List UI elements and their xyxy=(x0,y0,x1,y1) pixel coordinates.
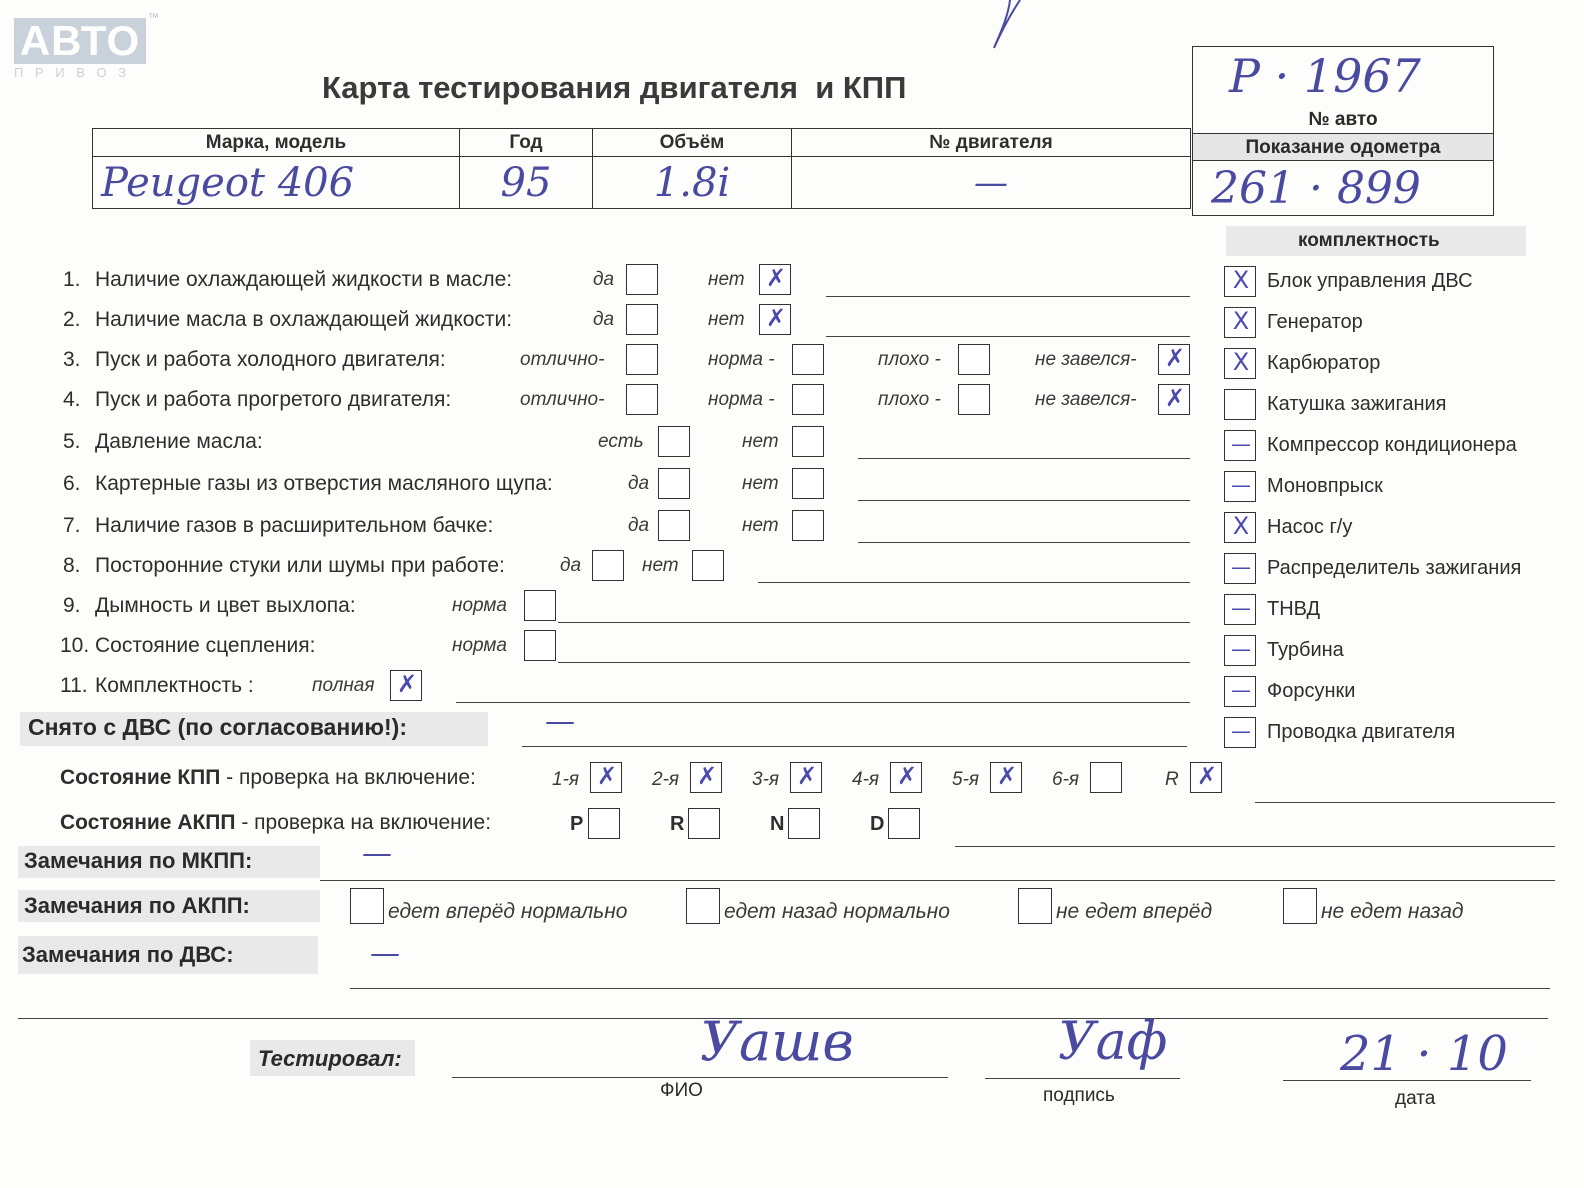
option-checkbox[interactable] xyxy=(658,426,690,457)
item-question: Комплектность : xyxy=(95,674,254,697)
item-number: 10. xyxy=(60,634,90,657)
check-mark-icon: X xyxy=(1232,512,1250,540)
item-question: Давление масла: xyxy=(95,430,263,453)
check-mark-icon: — xyxy=(1231,555,1251,579)
completeness-label: Блок управления ДВС xyxy=(1267,270,1473,292)
fio-value[interactable]: Уашв xyxy=(700,1010,854,1073)
option-label: норма xyxy=(452,595,507,616)
option-checkbox[interactable] xyxy=(524,590,556,621)
option-label: да xyxy=(628,473,650,494)
gear-label: R xyxy=(1165,769,1179,790)
akpp-gear-checkbox[interactable] xyxy=(588,808,620,839)
page-title: Карта тестирования двигателя и КПП xyxy=(322,70,907,105)
completeness-checkbox[interactable] xyxy=(1224,717,1256,748)
option-checkbox[interactable] xyxy=(626,304,658,335)
item-number: 3. xyxy=(63,348,81,371)
item-number: 9. xyxy=(63,594,81,617)
item-question: Наличие охлаждающей жидкости в масле: xyxy=(95,268,513,291)
option-checkbox[interactable] xyxy=(390,670,422,701)
completeness-checkbox[interactable] xyxy=(1224,430,1256,461)
column-header-model: Марка, модель xyxy=(93,129,460,157)
item-number: 5. xyxy=(63,430,81,453)
completeness-label: Распределитель зажигания xyxy=(1267,557,1522,579)
remarks-mkpp-value[interactable]: — xyxy=(362,836,392,871)
check-mark-icon: — xyxy=(1231,637,1251,661)
remarks-mkpp-line xyxy=(320,880,1555,881)
gear-label: 4-я xyxy=(852,769,880,790)
akpp-line xyxy=(955,846,1555,847)
answer-line xyxy=(858,458,1190,459)
check-mark-icon: X xyxy=(1232,348,1250,376)
completeness-checkbox[interactable] xyxy=(1224,307,1256,338)
option-checkbox[interactable] xyxy=(592,550,624,581)
completeness-title: комплектность xyxy=(1298,230,1440,251)
gear-checkbox[interactable] xyxy=(590,762,622,793)
option-checkbox[interactable] xyxy=(792,426,824,457)
option-checkbox[interactable] xyxy=(626,264,658,295)
option-checkbox[interactable] xyxy=(958,344,990,375)
check-mark-icon: ✗ xyxy=(1164,384,1186,412)
item-number: 11. xyxy=(60,674,88,697)
remarks-dvs-label: Замечания по ДВС: xyxy=(22,942,234,967)
volume-cell[interactable]: 1.8i xyxy=(593,157,792,209)
check-mark-icon: X xyxy=(1232,266,1250,294)
gear-label: 6-я xyxy=(1052,769,1080,790)
akpp-gear-checkbox[interactable] xyxy=(888,808,920,839)
gear-label: 5-я xyxy=(952,769,980,790)
column-header-year: Год xyxy=(460,129,593,157)
answer-line xyxy=(858,500,1190,501)
answer-line xyxy=(826,296,1190,297)
option-label: отлично- xyxy=(520,389,605,410)
date-value[interactable]: 21 · 10 xyxy=(1340,1026,1508,1082)
year-cell[interactable]: 95 xyxy=(460,157,593,209)
option-label: плохо - xyxy=(878,349,941,370)
completeness-label: Катушка зажигания xyxy=(1267,393,1447,415)
akpp-remark-label: едет вперёд нормально xyxy=(388,900,628,923)
option-checkbox[interactable] xyxy=(958,384,990,415)
item-number: 6. xyxy=(63,472,81,495)
column-header-engine-no: № двигателя xyxy=(792,129,1191,157)
akpp-label-bold: Состояние АКПП xyxy=(60,811,236,834)
option-checkbox[interactable] xyxy=(792,344,824,375)
akpp-gear-checkbox[interactable] xyxy=(788,808,820,839)
logo xyxy=(14,12,159,80)
kpp-label-rest: - проверка на включение: xyxy=(220,766,476,789)
option-label: нет xyxy=(708,269,745,290)
completeness-checkbox[interactable] xyxy=(1224,635,1256,666)
check-mark-icon: — xyxy=(1231,596,1251,620)
item-number: 4. xyxy=(63,388,81,411)
completeness-label: Карбюратор xyxy=(1267,352,1381,374)
option-checkbox[interactable] xyxy=(792,468,824,499)
completeness-checkbox[interactable] xyxy=(1224,594,1256,625)
option-label: норма - xyxy=(708,389,775,410)
answer-line xyxy=(558,622,1190,623)
gear-label: 1-я xyxy=(552,769,580,790)
akpp-gear-label: N xyxy=(770,813,785,835)
completeness-checkbox[interactable] xyxy=(1224,266,1256,297)
gear-checkbox[interactable] xyxy=(890,762,922,793)
signature-line xyxy=(985,1078,1180,1079)
akpp-remark-checkbox[interactable] xyxy=(1283,888,1317,924)
option-checkbox[interactable] xyxy=(1158,384,1190,415)
akpp-gear-label: D xyxy=(870,813,885,835)
check-mark-icon: ✗ xyxy=(765,304,787,332)
completeness-label: ТНВД xyxy=(1267,598,1321,620)
option-checkbox[interactable] xyxy=(524,630,556,661)
gear-label: 2-я xyxy=(652,769,680,790)
odometer-value: 261 · 899 xyxy=(1211,163,1421,214)
answer-line xyxy=(558,662,1190,663)
item-question: Наличие масла в охлаждающей жидкости: xyxy=(95,308,513,331)
option-label: норма xyxy=(452,635,507,656)
option-label: да xyxy=(593,309,615,330)
option-label: плохо - xyxy=(878,389,941,410)
completeness-checkbox[interactable] xyxy=(1224,676,1256,707)
check-mark-icon: X xyxy=(1232,307,1250,335)
gear-label: 3-я xyxy=(752,769,780,790)
completeness-checkbox[interactable] xyxy=(1224,553,1256,584)
pen-stroke-decoration xyxy=(980,0,1040,55)
akpp-remark-label: едет назад нормально xyxy=(724,900,950,923)
check-mark-icon: ✗ xyxy=(796,762,818,790)
check-mark-icon: ✗ xyxy=(1196,762,1218,790)
option-label: не завелся- xyxy=(1035,389,1137,410)
check-mark-icon: ✗ xyxy=(996,762,1018,790)
item-question: Наличие газов в расширительном бачке: xyxy=(95,514,494,537)
removed-line xyxy=(522,746,1187,747)
akpp-remark-checkbox[interactable] xyxy=(1018,888,1052,924)
gear-checkbox[interactable] xyxy=(690,762,722,793)
removed-value[interactable]: — xyxy=(545,704,575,739)
option-checkbox[interactable] xyxy=(792,510,824,541)
fio-label: ФИО xyxy=(660,1080,703,1101)
check-mark-icon: — xyxy=(1231,719,1251,743)
completeness-label: Насос г/у xyxy=(1267,516,1353,538)
option-label: нет xyxy=(708,309,745,330)
option-checkbox[interactable] xyxy=(658,510,690,541)
gear-checkbox[interactable] xyxy=(1090,762,1122,793)
item-question: Дымность и цвет выхлопа: xyxy=(95,594,356,617)
item-question: Картерные газы из отверстия масляного щупа: xyxy=(95,472,553,495)
completeness-label: Турбина xyxy=(1267,639,1344,661)
check-mark-icon: ✗ xyxy=(596,762,618,790)
remarks-akpp-label: Замечания по АКПП: xyxy=(24,893,250,918)
completeness-checkbox[interactable] xyxy=(1224,512,1256,543)
check-mark-icon: ✗ xyxy=(1164,344,1186,372)
option-label: норма - xyxy=(708,349,775,370)
model-cell[interactable]: Peugeot 406 xyxy=(93,157,460,209)
remarks-dvs-line xyxy=(350,988,1550,989)
item-question: Посторонние стуки или шумы при работе: xyxy=(95,554,505,577)
odometer-label: Показание одометра xyxy=(1193,133,1493,161)
check-mark-icon: — xyxy=(1231,432,1251,456)
answer-line xyxy=(826,336,1190,337)
option-checkbox[interactable] xyxy=(759,264,791,295)
car-number-value: P · 1967 xyxy=(1229,49,1421,103)
item-question: Состояние сцепления: xyxy=(95,634,316,657)
completeness-checkbox[interactable] xyxy=(1224,471,1256,502)
date-line xyxy=(1283,1080,1531,1081)
answer-line xyxy=(456,702,1190,703)
item-number: 2. xyxy=(63,308,81,331)
option-label: да xyxy=(593,269,615,290)
car-number-box[interactable] xyxy=(1192,46,1494,216)
date-label: дата xyxy=(1395,1088,1436,1109)
option-label: нет xyxy=(742,431,779,452)
check-mark-icon: ✗ xyxy=(896,762,918,790)
option-checkbox[interactable] xyxy=(626,344,658,375)
completeness-label: Форсунки xyxy=(1267,680,1356,702)
option-checkbox[interactable] xyxy=(792,384,824,415)
kpp-label-bold: Состояние КПП xyxy=(60,766,221,789)
akpp-remark-checkbox[interactable] xyxy=(686,888,720,924)
akpp-gear-label: P xyxy=(570,813,584,835)
item-number: 7. xyxy=(63,514,81,537)
car-number-label: № авто xyxy=(1308,109,1378,130)
item-question: Пуск и работа прогретого двигателя: xyxy=(95,388,452,411)
gear-checkbox[interactable] xyxy=(1190,762,1222,793)
akpp-remark-label: не едет назад xyxy=(1321,900,1464,923)
option-checkbox[interactable] xyxy=(759,304,791,335)
item-number: 8. xyxy=(63,554,81,577)
akpp-gear-label: R xyxy=(670,813,685,835)
option-label: нет xyxy=(642,555,679,576)
tested-label: Тестировал: xyxy=(258,1046,402,1071)
option-label: есть xyxy=(598,431,644,452)
signature-value[interactable]: Уаф xyxy=(1058,1012,1168,1072)
check-mark-icon: ✗ xyxy=(696,762,718,790)
answer-line xyxy=(858,542,1190,543)
option-checkbox[interactable] xyxy=(692,550,724,581)
check-mark-icon: ✗ xyxy=(396,670,418,698)
option-label: не завелся- xyxy=(1035,349,1137,370)
kpp-line xyxy=(1255,802,1555,803)
akpp-remark-checkbox[interactable] xyxy=(350,888,384,924)
logo-subtext: П Р И В О З xyxy=(14,65,131,80)
completeness-checkbox[interactable] xyxy=(1224,348,1256,379)
gear-checkbox[interactable] xyxy=(990,762,1022,793)
option-label: отлично- xyxy=(520,349,605,370)
fio-line xyxy=(452,1077,948,1078)
akpp-gear-checkbox[interactable] xyxy=(688,808,720,839)
completeness-checkbox[interactable] xyxy=(1224,389,1256,420)
completeness-label: Компрессор кондиционера xyxy=(1267,434,1517,456)
removed-label: Снято с ДВС (по согласованию!): xyxy=(28,714,407,740)
option-checkbox[interactable] xyxy=(658,468,690,499)
completeness-label: Моновпрыск xyxy=(1267,475,1383,497)
check-mark-icon: ✗ xyxy=(765,264,787,292)
logo-text: АВТО xyxy=(14,18,146,64)
option-label: нет xyxy=(742,515,779,536)
option-label: да xyxy=(560,555,582,576)
option-label: полная xyxy=(312,675,375,696)
akpp-remark-label: не едет вперёд xyxy=(1056,900,1213,923)
option-checkbox[interactable] xyxy=(626,384,658,415)
kpp-label xyxy=(60,766,476,790)
engine-no-cell[interactable]: — xyxy=(792,157,1191,209)
remarks-mkpp-label: Замечания по МКПП: xyxy=(24,848,253,873)
gear-checkbox[interactable] xyxy=(790,762,822,793)
answer-line xyxy=(758,582,1190,583)
item-question: Пуск и работа холодного двигателя: xyxy=(95,348,446,371)
logo-trademark: ™ xyxy=(148,12,159,24)
item-number: 1. xyxy=(63,268,81,291)
remarks-dvs-value[interactable]: — xyxy=(370,936,400,971)
completeness-label: Проводка двигателя xyxy=(1267,721,1456,743)
check-mark-icon: — xyxy=(1231,473,1251,497)
check-mark-icon: — xyxy=(1231,678,1251,702)
akpp-label-rest: - проверка на включение: xyxy=(235,811,492,834)
vehicle-header-table xyxy=(92,128,1191,209)
akpp-label xyxy=(60,811,491,835)
option-checkbox[interactable] xyxy=(1158,344,1190,375)
option-label: нет xyxy=(742,473,779,494)
completeness-label: Генератор xyxy=(1267,311,1363,333)
column-header-volume: Объём xyxy=(593,129,792,157)
option-label: да xyxy=(628,515,650,536)
signature-label: подпись xyxy=(1043,1085,1115,1106)
